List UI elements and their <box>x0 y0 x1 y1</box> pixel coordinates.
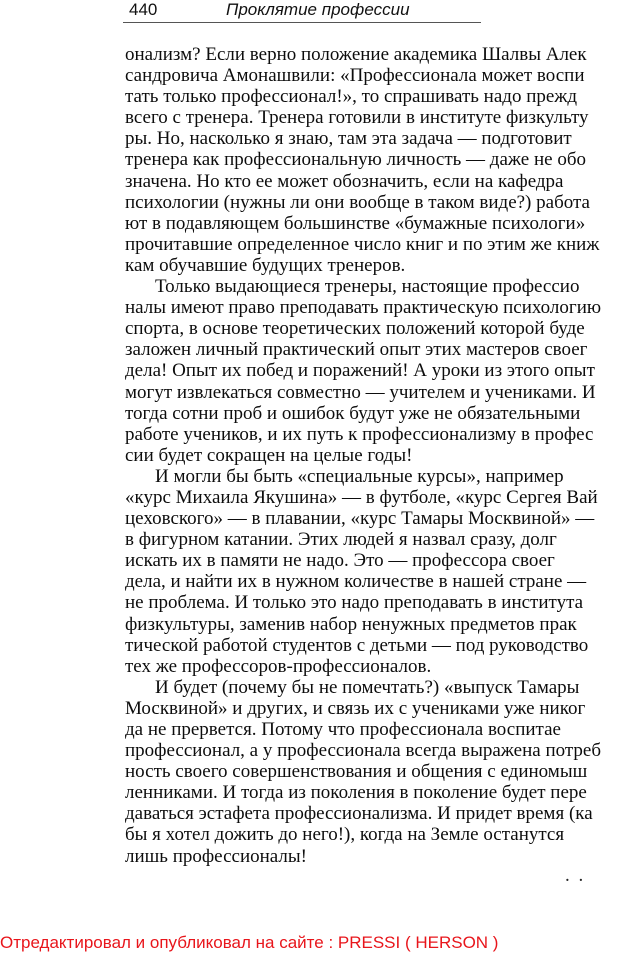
text-line: И могли бы быть «специальные курсы», например <box>155 465 564 487</box>
text-line: сии будет сокращен на целые годы! <box>125 444 413 466</box>
text-line: искать их в памяти не надо. Это — профессора своег <box>125 550 555 572</box>
text-line: да не прервется. Потому что профессионала воспитае <box>125 719 561 740</box>
text-line: ры. Но, насколько я знаю, там эта задача — подготовит <box>125 128 572 150</box>
footer-credit: Отредактировал и опубликовал на сайте : PRESSI ( HERSON ) <box>0 933 499 952</box>
text-line: лишь профессионалы! <box>125 845 307 867</box>
header-rule <box>123 22 481 23</box>
text-line: тогда сотни проб и ошибок будут уже не обязательными <box>125 402 581 424</box>
text-line: тать только профессионал!», то спрашивать надо прежд <box>125 86 578 108</box>
text-line: тренера как профессиональную личность — даже не обо <box>125 149 586 171</box>
text-line: не проблема. И только это надо преподавать в института <box>125 592 584 614</box>
running-head <box>0 0 620 24</box>
text-line: спорта, в основе теоретических положений которой буде <box>125 318 585 340</box>
text-line: тех же профессоров-профессионалов. <box>125 655 432 677</box>
text-line: «курс Михаила Якушина» — в футболе, «курс Сергея Вай <box>125 486 598 508</box>
text-line: ют в подавляющем большинстве «бумажные психологи» <box>125 212 586 234</box>
text-line: всего с тренера. Тренера готовили в институте физкульту <box>125 107 589 129</box>
running-title: Проклятие профессии <box>226 0 410 19</box>
paragraph <box>125 44 620 276</box>
text-line: значена. Но кто ее может обозначить, если на кафедра <box>125 170 564 192</box>
text-line: налы имеют право преподавать практическую психологию <box>125 297 602 319</box>
text-line: физкультуры, заменив набор ненужных предметов прак <box>125 613 577 635</box>
end-mark: . . <box>565 865 586 886</box>
text-line: ленниками. И тогда из поколения в поколение будет пере <box>125 782 587 804</box>
text-line: дела, и найти их в нужном количестве в нашей стране — <box>125 571 587 593</box>
text-line: дела! Опыт их побед и поражений! А уроки из этого опыт <box>125 360 595 382</box>
paragraph <box>125 466 620 677</box>
text-line: заложен личный практический опыт этих мастеров своег <box>125 339 588 361</box>
text-line: сандровича Амонашвили: «Профессионала может воспи <box>125 65 585 87</box>
paragraph <box>125 276 620 466</box>
text-line: профессионал, а у профессионала всегда выражена потреб <box>125 740 601 762</box>
text-line: работе учеников, и их путь к профессионализму в профес <box>125 423 594 445</box>
text-line: бы я хотел дожить до него!), когда на Земле останутся <box>125 824 565 846</box>
body-text <box>125 44 620 867</box>
text-line: могут извлекаться совместно — учителем и учениками. И <box>125 381 596 403</box>
page-number: 440 <box>129 0 158 19</box>
paragraph <box>125 677 620 867</box>
text-line: И будет (почему бы не помечтать?) «выпуск Тамары <box>155 676 580 698</box>
text-line: прочитавшие определенное число книг и по этим же книж <box>125 233 600 255</box>
text-line: ность своего совершенствования и общения с единомыш <box>125 761 588 783</box>
text-line: даваться эстафета профессионализма. И придет время (ка <box>125 803 593 825</box>
text-line: кам обучавшие будущих тренеров. <box>125 254 406 276</box>
text-line: онализм? Если верно положение академика Шалвы Алек <box>125 44 587 65</box>
text-line: Только выдающиеся тренеры, настоящие профессио <box>155 276 580 298</box>
text-line: Москвиной» и других, и связь их с учениками уже никог <box>125 697 586 719</box>
text-line: психологии (нужны ли они вообще в таком виде?) работа <box>125 191 590 213</box>
text-line: цеховского» — в плавании, «курс Тамары Москвиной» — <box>125 508 595 530</box>
text-line: тической работой студентов с детьми — под руководство <box>125 634 589 656</box>
text-line: в фигурном катании. Этих людей я назвал сразу, долг <box>125 529 557 551</box>
